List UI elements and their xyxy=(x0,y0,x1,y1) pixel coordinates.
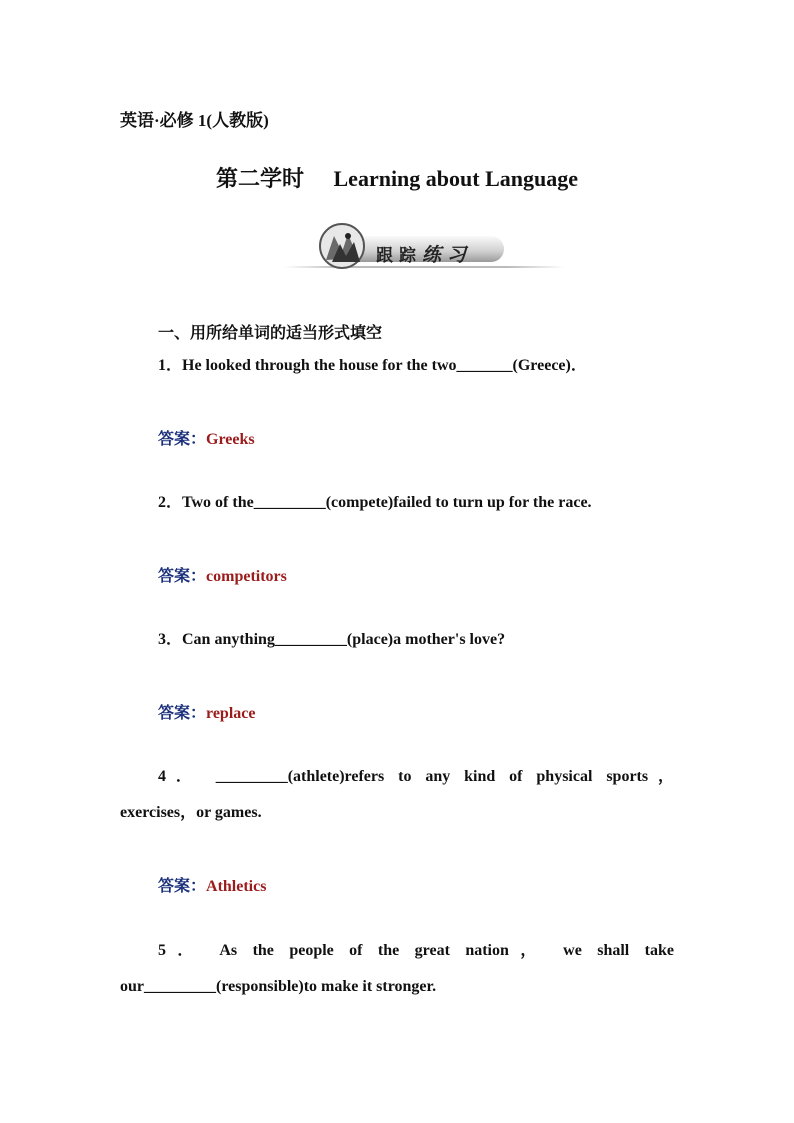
answer-label: 答案： xyxy=(158,568,207,585)
question-1 xyxy=(120,348,674,384)
answer-1 xyxy=(158,426,255,449)
section-title: 一、用所给单词的适当形式填空 xyxy=(158,325,383,342)
lesson-title-en: Learning about Language xyxy=(333,166,578,191)
badge-text-small: 跟踪 xyxy=(376,246,422,265)
practice-badge xyxy=(284,222,564,272)
question-5 xyxy=(120,933,674,1005)
question-5-line1: 5． As the people of the great nation， we shall take xyxy=(158,942,674,959)
answer-label: 答案： xyxy=(158,705,207,722)
answer-3 xyxy=(158,700,255,723)
climber-icon xyxy=(318,222,366,270)
question-4-line1: 4． _________(athlete)refers to any kind of physical sports， xyxy=(158,768,674,785)
badge-label xyxy=(376,240,472,267)
answer-label: 答案： xyxy=(158,431,207,448)
answer-3-value: replace xyxy=(206,705,256,722)
question-2 xyxy=(120,485,674,521)
lesson-title-cn: 第二学时 xyxy=(215,166,304,191)
question-1-text: 1．He looked through the house for the two_______(Greece)． xyxy=(158,357,587,374)
answer-4-value: Athletics xyxy=(206,878,267,895)
badge-text-big: 练习 xyxy=(422,245,473,266)
answer-4 xyxy=(158,873,266,896)
question-4-line2: exercises，or games. xyxy=(120,804,262,821)
document-header: 英语·必修 1(人教版) xyxy=(120,111,269,130)
answer-2 xyxy=(158,563,287,586)
question-2-text: 2．Two of the_________(compete)failed to turn up for the race. xyxy=(158,494,592,511)
question-4 xyxy=(120,759,674,831)
answer-label: 答案： xyxy=(158,878,207,895)
answer-1-value: Greeks xyxy=(206,431,255,448)
answer-2-value: competitors xyxy=(206,568,287,585)
question-3-text: 3．Can anything_________(place)a mother's love? xyxy=(158,631,506,648)
lesson-title xyxy=(0,162,794,193)
question-3 xyxy=(120,622,674,658)
question-5-line2: our_________(responsible)to make it stronger. xyxy=(120,978,437,995)
